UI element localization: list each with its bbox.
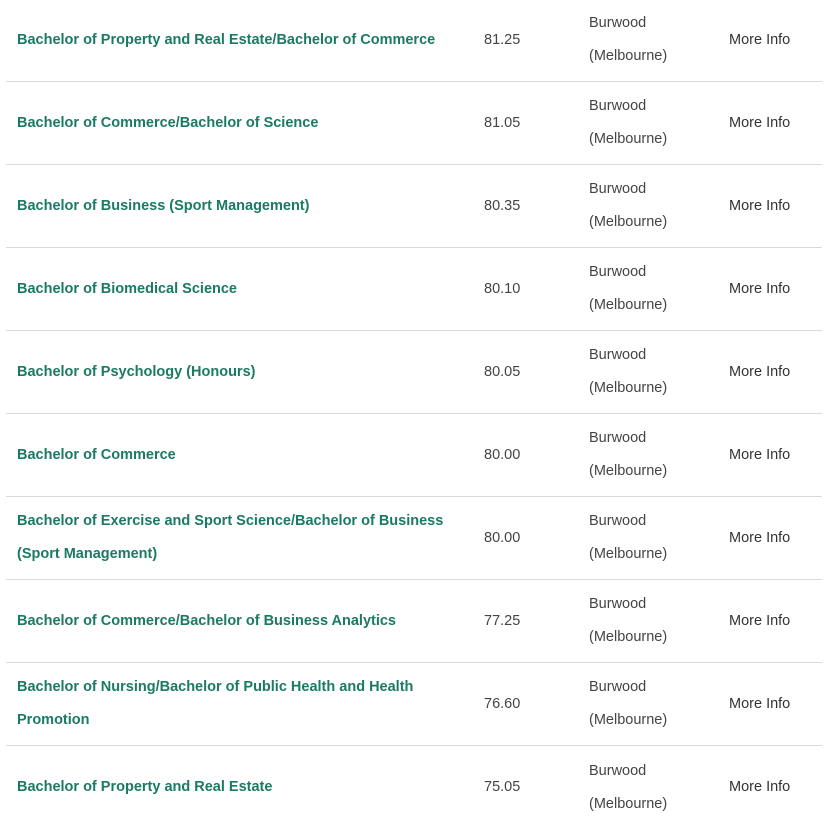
atar-value: 80.00 xyxy=(484,446,521,463)
courses-table xyxy=(6,0,822,829)
more-info-link[interactable]: More Info xyxy=(729,529,791,546)
campus-name: Burwood xyxy=(589,679,647,695)
table-row xyxy=(6,0,822,82)
campus-name: Burwood xyxy=(589,98,647,114)
table-row xyxy=(6,414,822,497)
table-row xyxy=(6,82,822,165)
campus-name: Burwood xyxy=(589,430,647,446)
course-name-cell xyxy=(6,605,484,638)
campus-cell xyxy=(589,755,726,821)
atar-value: 81.05 xyxy=(484,114,521,131)
more-info-cell xyxy=(726,605,822,638)
campus-name: Burwood xyxy=(589,264,647,280)
campus-cell xyxy=(589,7,726,73)
course-name-link[interactable]: Bachelor of Exercise and Sport Science/Bachelor of Business (Sport Management) xyxy=(17,513,444,562)
course-name-link[interactable]: Bachelor of Biomedical Science xyxy=(17,280,237,297)
table-row xyxy=(6,580,822,663)
course-name-cell xyxy=(6,190,484,223)
table-row xyxy=(6,663,822,746)
table-row xyxy=(6,248,822,331)
campus-cell xyxy=(589,588,726,654)
campus-name: Burwood xyxy=(589,513,647,529)
campus-name: Burwood xyxy=(589,596,647,612)
campus-name: Burwood xyxy=(589,762,647,779)
campus-city: (Melbourne) xyxy=(589,131,668,147)
campus-cell xyxy=(589,90,726,156)
more-info-cell xyxy=(726,356,822,389)
course-name-cell xyxy=(6,505,484,571)
atar-value: 80.05 xyxy=(484,363,521,380)
more-info-cell xyxy=(726,107,822,140)
course-name-cell xyxy=(6,107,484,140)
course-name-link[interactable]: Bachelor of Psychology (Honours) xyxy=(17,363,256,380)
more-info-link[interactable]: More Info xyxy=(729,197,791,214)
campus-cell xyxy=(589,422,726,488)
campus-cell xyxy=(589,505,726,571)
campus-city: (Melbourne) xyxy=(589,629,668,645)
course-name-link[interactable]: Bachelor of Nursing/Bachelor of Public Health and Health Promotion xyxy=(17,679,414,728)
course-name-cell xyxy=(6,24,484,57)
campus-name: Burwood xyxy=(589,15,647,31)
table-row xyxy=(6,746,822,829)
more-info-link[interactable]: More Info xyxy=(729,612,791,629)
more-info-link[interactable]: More Info xyxy=(729,114,791,131)
campus-city: (Melbourne) xyxy=(589,546,668,562)
more-info-cell xyxy=(726,439,822,472)
more-info-cell xyxy=(726,24,822,57)
course-name-link[interactable]: Bachelor of Business (Sport Management) xyxy=(17,197,310,214)
more-info-cell xyxy=(726,522,822,555)
course-name-link[interactable]: Bachelor of Commerce/Bachelor of Science xyxy=(17,114,319,131)
more-info-cell xyxy=(726,688,822,721)
atar-value: 76.60 xyxy=(484,695,521,712)
campus-cell xyxy=(589,256,726,322)
more-info-link[interactable]: More Info xyxy=(729,363,791,380)
atar-value: 75.05 xyxy=(484,779,521,795)
atar-value: 81.25 xyxy=(484,31,521,48)
course-name-cell xyxy=(6,273,484,306)
campus-name: Burwood xyxy=(589,347,647,363)
course-name-link[interactable]: Bachelor of Commerce/Bachelor of Business Analytics xyxy=(17,612,396,629)
campus-city: (Melbourne) xyxy=(589,380,668,396)
table-row xyxy=(6,497,822,580)
more-info-link[interactable]: More Info xyxy=(729,695,791,712)
campus-city: (Melbourne) xyxy=(589,214,668,230)
table-row xyxy=(6,331,822,414)
campus-name: Burwood xyxy=(589,181,647,197)
course-name-cell xyxy=(6,771,484,804)
more-info-link[interactable]: More Info xyxy=(729,446,791,463)
course-name-link[interactable]: Bachelor of Property and Real Estate xyxy=(17,779,273,795)
more-info-cell xyxy=(726,771,822,804)
table-row xyxy=(6,165,822,248)
campus-city: (Melbourne) xyxy=(589,297,668,313)
course-name-link[interactable]: Bachelor of Commerce xyxy=(17,446,176,463)
course-name-link[interactable]: Bachelor of Property and Real Estate/Bachelor of Commerce xyxy=(17,31,436,48)
atar-value: 80.10 xyxy=(484,280,521,297)
course-name-cell xyxy=(6,356,484,389)
more-info-link[interactable]: More Info xyxy=(729,280,791,297)
more-info-link[interactable]: More Info xyxy=(729,31,791,48)
atar-value: 77.25 xyxy=(484,612,521,629)
course-name-cell xyxy=(6,671,484,737)
more-info-link[interactable]: More Info xyxy=(729,779,791,795)
campus-city: (Melbourne) xyxy=(589,712,668,728)
campus-cell xyxy=(589,173,726,239)
campus-city: (Melbourne) xyxy=(589,463,668,479)
course-name-cell xyxy=(6,439,484,472)
more-info-cell xyxy=(726,273,822,306)
atar-value: 80.35 xyxy=(484,197,521,214)
more-info-cell xyxy=(726,190,822,223)
campus-cell xyxy=(589,671,726,737)
atar-value: 80.00 xyxy=(484,529,521,546)
campus-city: (Melbourne) xyxy=(589,48,668,64)
campus-cell xyxy=(589,339,726,405)
campus-city: (Melbourne) xyxy=(589,795,668,812)
